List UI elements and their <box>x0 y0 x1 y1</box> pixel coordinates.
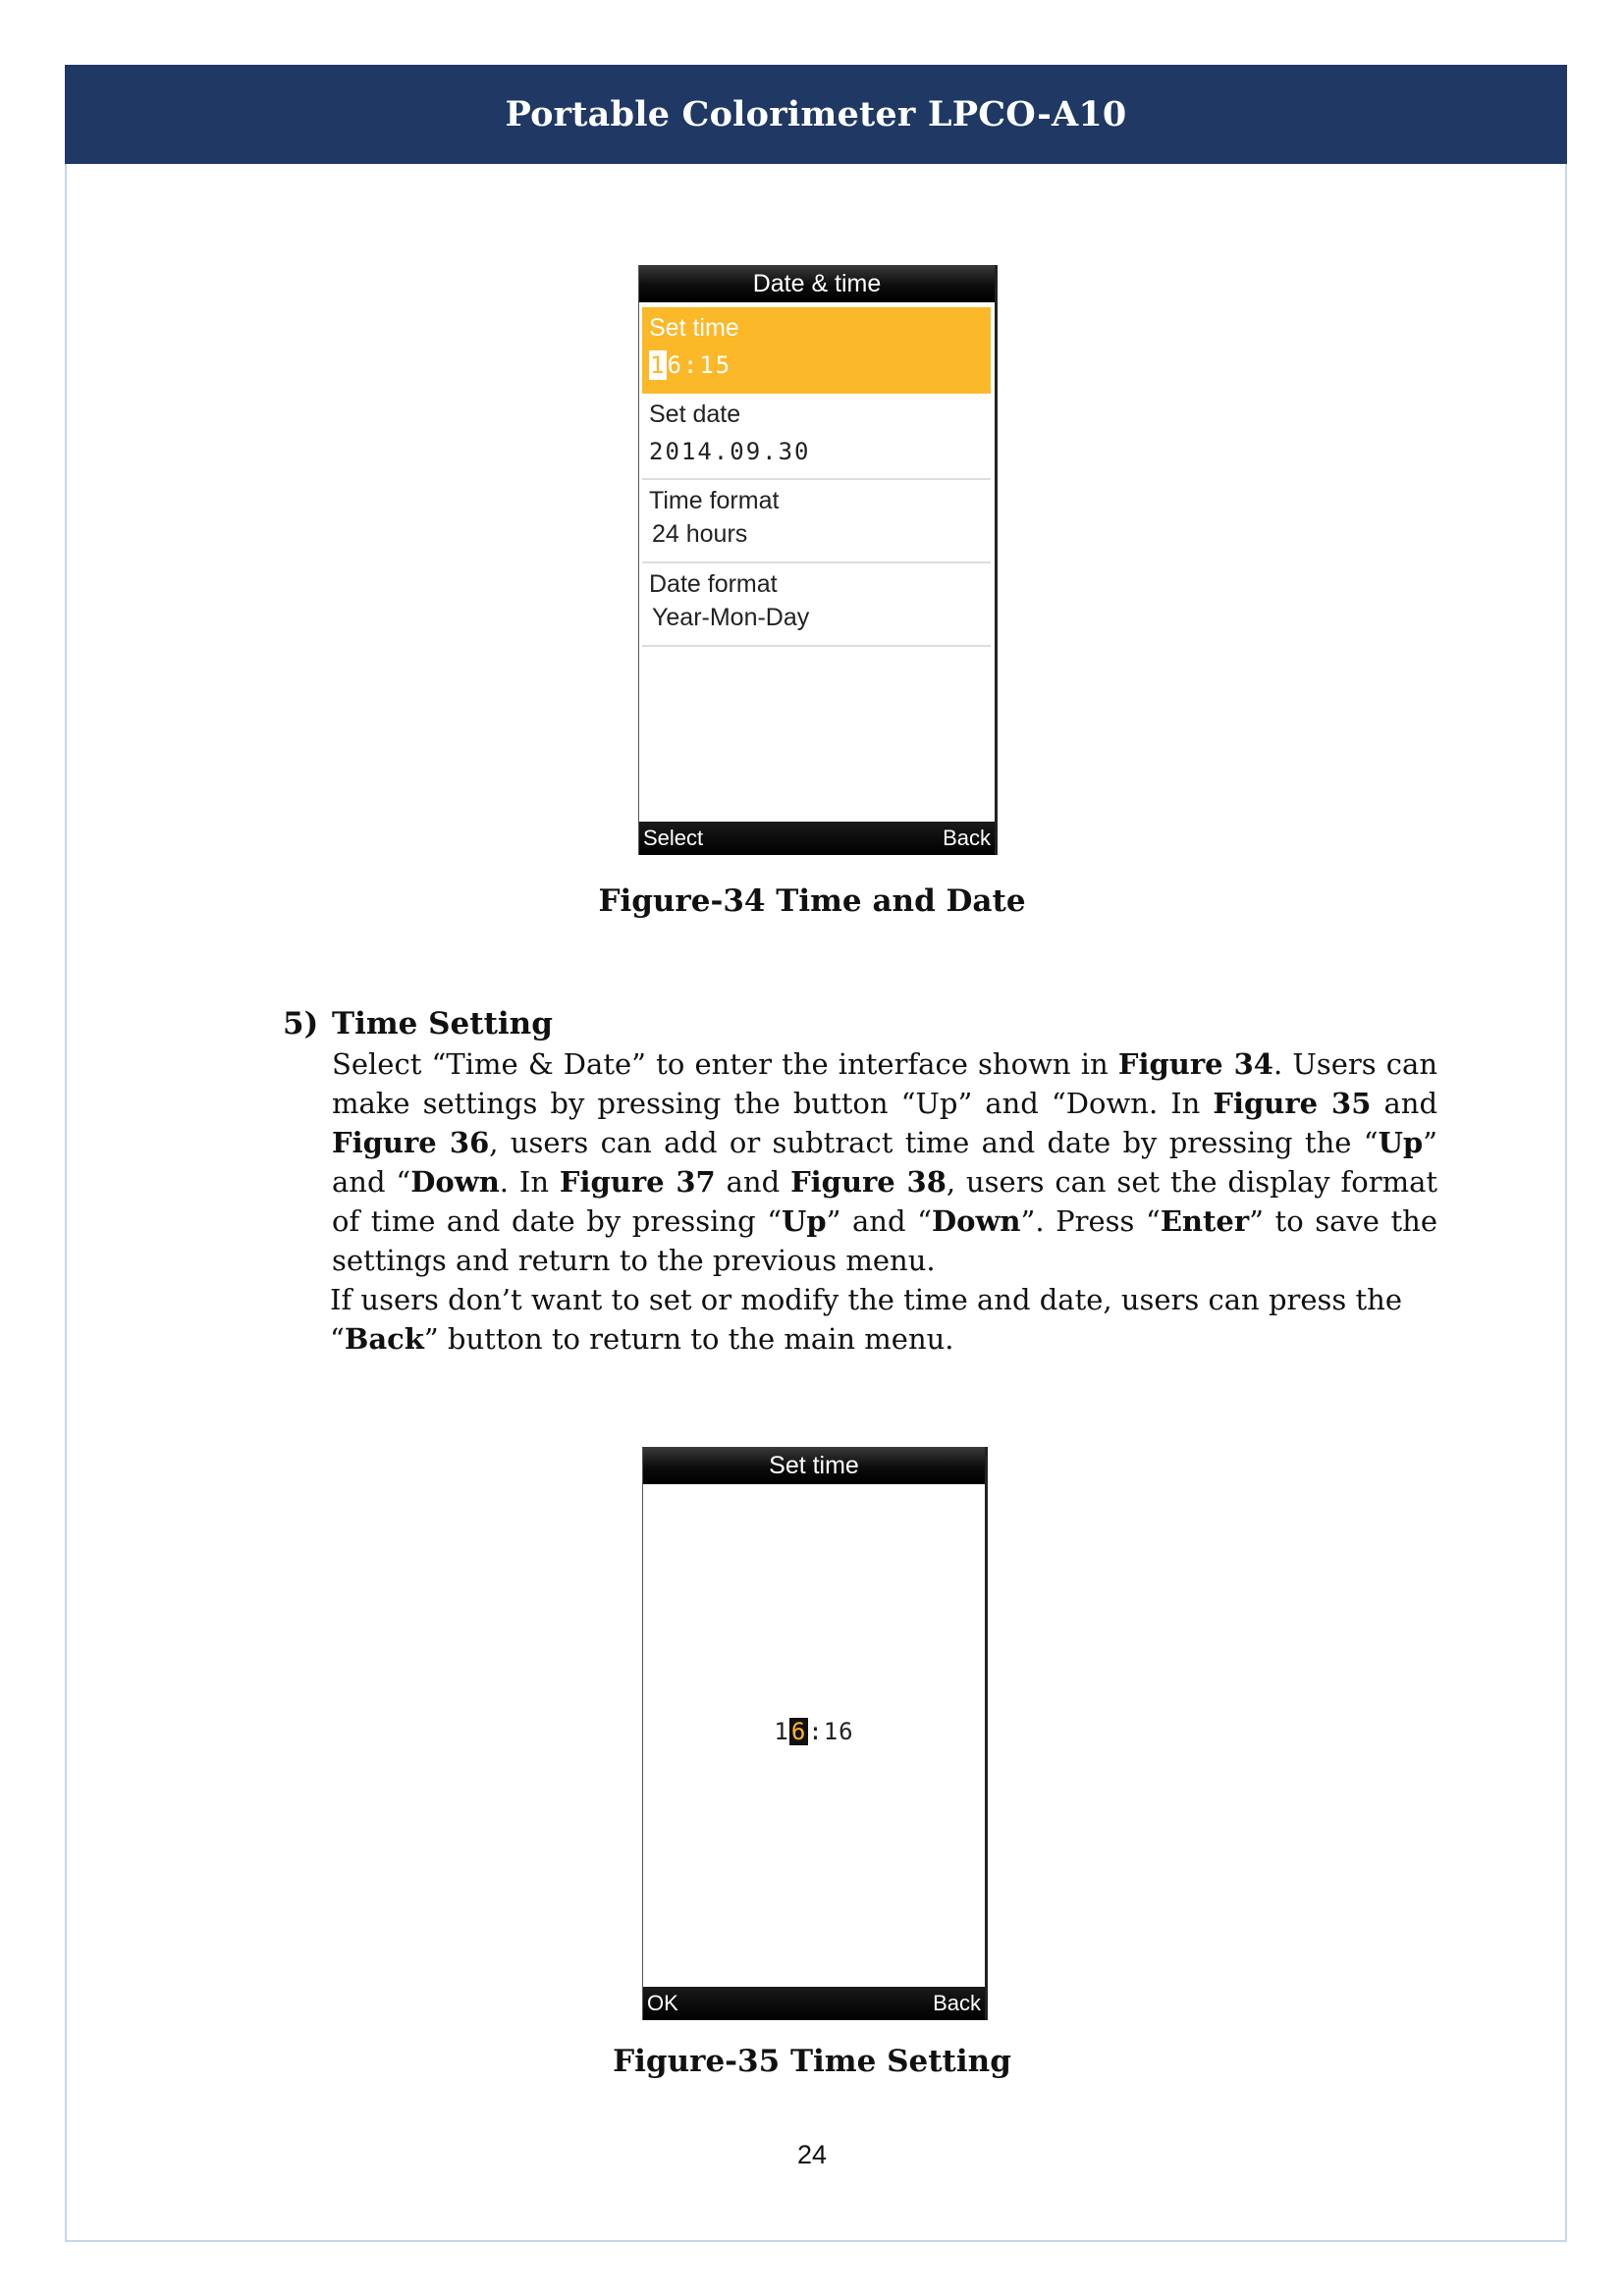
menu-item-value: 2014.09.30 <box>649 438 811 465</box>
menu-item-date-format <box>642 563 991 647</box>
menu-item-label: Set date <box>649 400 741 428</box>
softkey-left: OK <box>647 1991 678 2015</box>
screen-softkey-bar <box>643 1987 985 2020</box>
time-hour-digit: 1 <box>774 1718 789 1745</box>
edit-cursor: 1 <box>650 351 667 379</box>
time-minutes: :16 <box>808 1718 854 1745</box>
section-paragraph-1: Select “Time & Date” to enter the interface shown in Figure 34. Users can make settings by pressing the button “Up” and “Down. In Figure 35 and Figure 36, users can add or subtract time and date by pressing the “Up” and “Down. In Figure 37 and Figure 38, users can set the display format of time and date by pressing “Up” and “Down”. Press “Enter” to save the settings and return to the previous menu. <box>332 1047 1438 1277</box>
time-value-rest: 6:15 <box>667 351 732 379</box>
menu-item-label: Set time <box>649 314 739 342</box>
figure-35-caption: Figure-35 Time Setting <box>613 2044 1011 2079</box>
menu-item-label: Date format <box>649 570 778 598</box>
menu-item-set-time <box>642 307 991 394</box>
menu-item-label: Time format <box>649 487 780 514</box>
figure-34-screenshot <box>638 265 998 855</box>
document-title: Portable Colorimeter LPCO-A10 <box>505 94 1127 134</box>
softkey-right: Back <box>943 826 991 850</box>
section-paragraph-2: If users don’t want to set or modify the time and date, users can press the “Back” button to return to the main menu. <box>330 1283 1403 1356</box>
time-display <box>643 1718 985 1745</box>
document-header <box>65 65 1567 164</box>
screen-title-bar <box>639 265 995 302</box>
figure-35-screenshot <box>642 1447 988 2020</box>
softkey-right: Back <box>933 1991 981 2015</box>
section-number: 5) <box>283 1006 319 1041</box>
menu-item-value: Year-Mon-Day <box>652 604 810 631</box>
edit-cursor: 6 <box>790 1718 807 1745</box>
section-title: Time Setting <box>332 1006 553 1041</box>
page-number: 24 <box>796 2140 828 2169</box>
screen-softkey-bar <box>639 822 995 855</box>
screen-title: Set time <box>769 1451 859 1479</box>
figure-34-caption: Figure-34 Time and Date <box>598 883 1026 919</box>
menu-item-set-date <box>642 394 991 480</box>
menu-item-value: 24 hours <box>652 520 748 548</box>
softkey-left: Select <box>643 826 704 850</box>
screen-title-bar <box>643 1447 985 1484</box>
screen-title: Date & time <box>752 269 882 297</box>
menu-item-value <box>649 350 991 380</box>
menu-item-time-format <box>642 480 991 563</box>
section-heading <box>283 1006 553 1041</box>
